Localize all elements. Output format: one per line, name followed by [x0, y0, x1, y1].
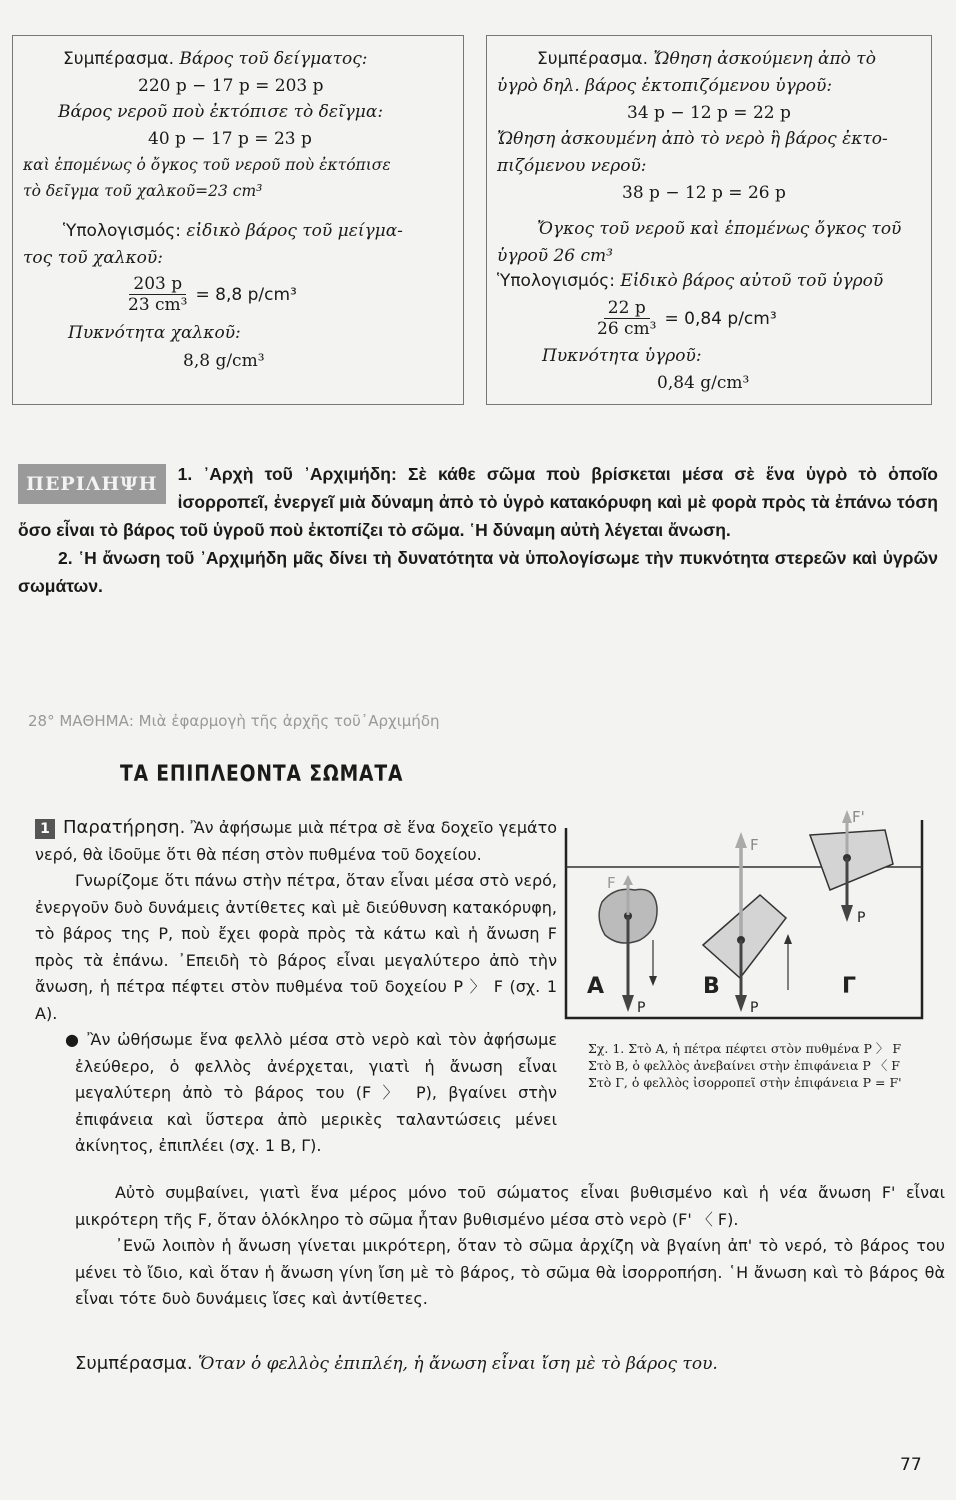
force-label-F-prime: F': [852, 808, 865, 826]
conclusion: [75, 1353, 718, 1374]
fraction: [597, 298, 777, 339]
box-line: Ὄγκος τοῦ νεροῦ καὶ ἑπομένως ὄγκος τοῦ: [537, 219, 902, 239]
calculation-label: Ὑπολογισμός:: [63, 221, 181, 241]
denominator: 23 cm³: [128, 295, 188, 315]
figure-caption: [588, 1040, 908, 1091]
force-label-F: F: [607, 874, 616, 892]
numerator: 22 p: [604, 298, 650, 319]
text: Ἂν ὠθήσωμε ἕνα φελλὸ μέσα στὸ νερὸ καὶ τὸν ἀφήσωμε ἐλεύθερο, ὁ φελλὸς ἀνέρχεται, γιατὶ ἡ ἄνωση εἶναι μεγαλύτερη ἀπὸ τὸ βάρος του (F 〉 P), βγαίνει στὴν ἐπιφάνεια καὶ ὕστερα ἀπὸ μερικὲς ταλαντώσεις μένει ἀκίνητος, ἐπιπλέει (σχ. 1 B, Γ).: [75, 1030, 557, 1155]
equation: 220 p − 17 p = 203 p: [138, 76, 324, 96]
paragraph: Αὐτὸ συμβαίνει, γιατὶ ἕνα μέρος μόνο τοῦ σώματος εἶναι βυθισμένο καὶ ἡ νέα ἄνωση F' εἶναι μικρότερη τῆς F, ὅταν ὁλόκληρο τὸ σῶμα ἦταν βυθισμένο μέσα στὸ νερὸ (F' 〈 F).: [75, 1183, 945, 1229]
caption-line: Στὸ B, ὁ φελλὸς ἀνεβαίνει στὴν ἐπιφάνεια P 〈 F: [588, 1058, 900, 1073]
paragraph: ᾿Ενῶ λοιπὸν ἡ ἄνωση γίνεται μικρότερη, ὅταν τὸ σῶμα ἀρχίζη νὰ βγαίνη ἀπ' τὸ νερό, τὸ βάρος του μένει τὸ ἴδιο, καὶ ὅταν ἡ ἄνωση γίνη ἴση μὲ τὸ βάρος, τὸ σῶμα θὰ ἰσορροπήση. ῾Η ἄνωση καὶ τὸ βάρος θὰ εἶναι τότε δυὸ δυνάμεις ἴσες καὶ ἀντίθετες.: [75, 1236, 945, 1308]
box-line: ὑγροῦ 26 cm³: [497, 246, 613, 266]
box-line: [63, 221, 403, 241]
box-line: Πυκνότητα χαλκοῦ:: [68, 323, 241, 343]
paragraph: Γνωρίζομε ὅτι πάνω στὴν πέτρα, ὅταν εἶναι μέσα στὸ νερό, ἐνεργοῦν δυὸ δυνάμεις ἀντίθετες καὶ μὲ διεύθυνση κατακόρυφη, τὸ βάρος της P, ποὺ ἔχει φορὰ πρὸς τὰ κάτω καὶ ἡ ἄνωση F πρὸς τὰ ἐπάνω. ᾿Επειδὴ τὸ βάρος εἶναι μεγαλύτερο ἀπὸ τὴν ἄνωση, ἡ πέτρα πέφτει στὸν πυθμένα τοῦ δοχείου P 〉 F (σχ. 1 A).: [35, 871, 557, 1023]
force-label-P: P: [750, 1000, 759, 1016]
caption-line: Στὸ Γ, ὁ φελλὸς ἰσορροπεῖ στὴν ἐπιφάνεια P = F': [588, 1075, 902, 1090]
box-line: τὸ δεῖγμα τοῦ χαλκοῦ=23 cm³: [23, 182, 263, 200]
label-A: A: [587, 974, 605, 999]
box-line: καὶ ἑπομένως ὁ ὄγκος τοῦ νεροῦ ποὺ ἐκτόπισε: [23, 156, 391, 174]
conclusion-label: Συμπέρασμα.: [63, 49, 175, 69]
equation: 34 p − 12 p = 22 p: [627, 103, 791, 123]
example-box-liquid: [486, 35, 932, 405]
page-number: 77: [900, 1455, 922, 1475]
paragraph: [35, 1027, 557, 1160]
result: = 8,8 p/cm³: [195, 284, 297, 305]
box-line: ὑγρὸ δηλ. βάρος ἐκτοπιζόμενου ὑγροῦ:: [497, 76, 833, 96]
result-value: 0,84 g/cm³: [657, 373, 750, 393]
force-label-F: F: [750, 836, 759, 854]
observation-paragraph: [35, 815, 557, 868]
summary-section: [18, 460, 938, 600]
text: εἰδικὸ βάρος τοῦ μείγμα-: [186, 221, 403, 241]
box-line: πιζόμενου νεροῦ:: [497, 156, 647, 176]
summary-point-1: 1. ᾿Αρχὴ τοῦ ᾿Αρχιμήδη: Σὲ κάθε σῶμα ποὺ βρίσκεται μέσα σὲ ἕνα ὑγρὸ τὸ ὁποῖο ἰσορροπεῖ, ἐνεργεῖ μιὰ δύναμη ἀπὸ τὸ ὑγρὸ κατακόρυφη καὶ μὲ φορὰ πρὸς τὰ ἐπάνω τόση ὅσο εἶναι τὸ βάρος τοῦ ὑγροῦ ποὺ ἐκτοπίζει τὸ σῶμα. ῾Η δύναμη αὐτὴ λέγεται ἄνωση.: [18, 464, 938, 540]
force-label-P: P: [857, 910, 866, 926]
body-full: [75, 1180, 945, 1313]
text: Ἂν ἀφήσωμε μιὰ πέτρα σὲ ἕνα δοχεῖο γεμάτο νερό, θὰ ἰδοῦμε ὅτι θὰ πέση στὸν πυθμένα τοῦ δοχείου.: [35, 818, 557, 864]
label-B: B: [703, 974, 720, 999]
numerator: 203 p: [129, 274, 186, 295]
text: Ὤθηση ἀσκούμενη ἀπὸ τὸ: [653, 49, 876, 69]
lesson-heading: 28° ΜΑΘΗΜΑ: Μιὰ ἐφαρμογὴ τῆς ἀρχῆς τοῦ᾿Αρχιμήδη: [28, 712, 440, 730]
box-line: Πυκνότητα ὑγροῦ:: [542, 346, 702, 366]
observation-label: Παρατήρηση.: [63, 817, 186, 838]
cork-Gamma: [810, 810, 893, 922]
caption-line: Σχ. 1. Στὸ A, ἡ πέτρα πέφτει στὸν πυθμένα P 〉 F: [588, 1041, 902, 1056]
floating-bodies-figure: [560, 790, 956, 1030]
equation: 38 p − 12 p = 26 p: [622, 183, 786, 203]
stone-A: [599, 875, 657, 1012]
box-line: τος τοῦ χαλκοῦ:: [23, 248, 163, 268]
text: Βάρος τοῦ δείγματος:: [179, 49, 368, 69]
summary-badge: ΠΕΡΙΛΗΨΗ: [18, 464, 166, 504]
denominator: 26 cm³: [597, 319, 657, 339]
section-marker: 1: [35, 819, 55, 839]
conclusion-label: Συμπέρασμα.: [75, 1353, 193, 1374]
summary-point-2: 2. ῾Η ἄνωση τοῦ ᾿Αρχιμήδη μᾶς δίνει τὴ δυνατότητα νὰ ὑπολογίσωμε τὴν πυκνότητα στερεῶν καὶ ὑγρῶν σωμάτων.: [18, 548, 938, 596]
calculation-label: Ὑπολογισμός:: [497, 271, 615, 291]
bullet-icon: ●: [65, 1030, 81, 1049]
box-line: [497, 271, 883, 291]
fraction: [128, 274, 297, 315]
conclusion-text: Ὅταν ὁ φελλὸς ἐπιπλέη, ἡ ἄνωση εἶναι ἴση μὲ τὸ βάρος του.: [197, 1354, 718, 1374]
label-Gamma: Γ: [842, 974, 857, 999]
force-label-P: P: [637, 1000, 646, 1016]
box-line: Βάρος νεροῦ ποὺ ἐκτόπισε τὸ δεῖγμα:: [58, 102, 384, 122]
result-value: 8,8 g/cm³: [183, 351, 265, 371]
box-line: Ὤθηση ἀσκουμένη ἀπὸ τὸ νερὸ ἢ βάρος ἐκτο-: [497, 129, 888, 149]
box-line: [537, 49, 876, 69]
box-line: [63, 49, 368, 69]
equation: 40 p − 17 p = 23 p: [148, 129, 312, 149]
text: Εἰδικὸ βάρος αὐτοῦ τοῦ ὑγροῦ: [620, 271, 884, 291]
result: = 0,84 p/cm³: [664, 308, 777, 329]
example-box-copper: [12, 35, 464, 405]
body-column: [35, 815, 557, 1160]
section-title: ΤΑ ΕΠΙΠΛΕΟΝΤΑ ΣΩΜΑΤΑ: [120, 762, 404, 787]
conclusion-label: Συμπέρασμα.: [537, 49, 649, 69]
